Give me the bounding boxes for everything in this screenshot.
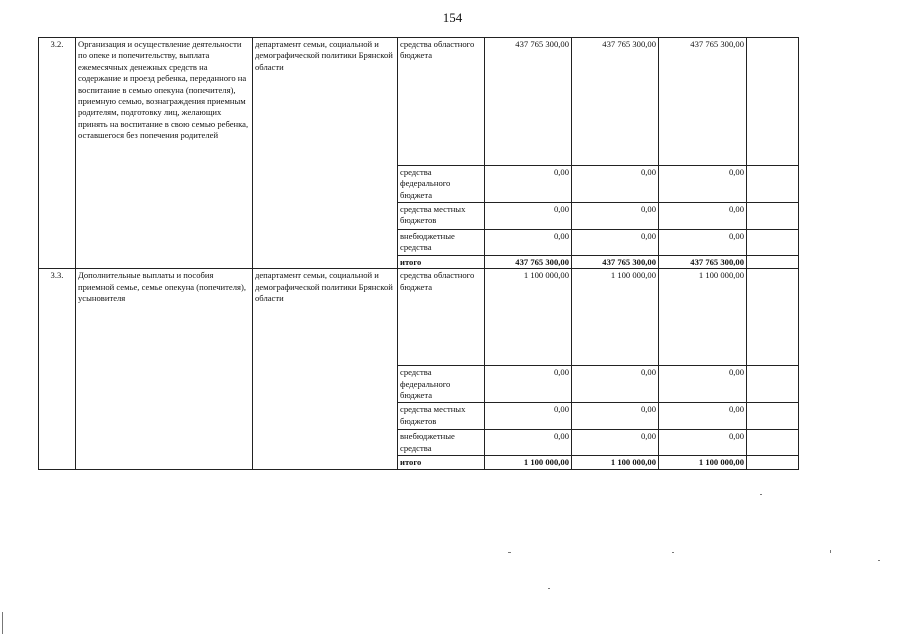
empty-cell: [747, 230, 799, 256]
scan-speck: [672, 552, 674, 553]
total-year2-cell: 1 100 000,00: [572, 456, 659, 469]
empty-cell: [747, 166, 799, 203]
amount-year2-cell: 0,00: [572, 403, 659, 430]
amount-year3-cell: 0,00: [659, 403, 747, 430]
total-year2-cell: 437 765 300,00: [572, 256, 659, 269]
source-label-cell: средства местных бюджетов: [398, 403, 485, 430]
scan-speck: [508, 552, 511, 553]
amount-year3-cell: 437 765 300,00: [659, 38, 747, 166]
page-number: 154: [442, 10, 463, 25]
source-label-cell: средства областного бюджета: [398, 269, 485, 366]
amount-year3-cell: 0,00: [659, 430, 747, 456]
scan-speck: [878, 560, 880, 561]
source-label-cell: средства областного бюджета: [398, 38, 485, 166]
empty-cell: [747, 256, 799, 269]
total-year3-cell: 1 100 000,00: [659, 456, 747, 469]
amount-year1-cell: 1 100 000,00: [485, 269, 572, 366]
empty-cell: [747, 203, 799, 230]
scan-speck: [760, 494, 762, 495]
amount-year2-cell: 0,00: [572, 430, 659, 456]
scan-speck: [830, 550, 831, 553]
table-row: [39, 38, 799, 166]
source-label-cell: средства федерального бюджета: [398, 366, 485, 403]
amount-year3-cell: 1 100 000,00: [659, 269, 747, 366]
amount-year1-cell: 0,00: [485, 230, 572, 256]
amount-year2-cell: 0,00: [572, 203, 659, 230]
amount-year2-cell: 437 765 300,00: [572, 38, 659, 166]
total-label-cell: итого: [398, 256, 485, 269]
executor-cell: департамент семьи, социальной и демографической политики Брянской области: [253, 269, 398, 469]
empty-cell: [747, 269, 799, 366]
amount-year1-cell: 0,00: [485, 366, 572, 403]
empty-cell: [747, 38, 799, 166]
row-number-cell: 3.3.: [39, 269, 76, 469]
amount-year1-cell: 0,00: [485, 403, 572, 430]
amount-year2-cell: 0,00: [572, 230, 659, 256]
amount-year3-cell: 0,00: [659, 230, 747, 256]
amount-year3-cell: 0,00: [659, 366, 747, 403]
total-label-cell: итого: [398, 456, 485, 469]
amount-year3-cell: 0,00: [659, 166, 747, 203]
source-label-cell: средства федерального бюджета: [398, 166, 485, 203]
table-row: [39, 269, 799, 366]
amount-year1-cell: 0,00: [485, 430, 572, 456]
scan-speck: [2, 612, 3, 634]
scan-speck: [548, 588, 550, 589]
source-label-cell: внебюджетные средства: [398, 430, 485, 456]
amount-year1-cell: 0,00: [485, 203, 572, 230]
empty-cell: [747, 366, 799, 403]
empty-cell: [747, 430, 799, 456]
empty-cell: [747, 456, 799, 469]
measure-name-cell: Дополнительные выплаты и пособия приемной семье, семье опекуна (попечителя), усыновителя: [76, 269, 253, 469]
amount-year3-cell: 0,00: [659, 203, 747, 230]
amount-year2-cell: 1 100 000,00: [572, 269, 659, 366]
measure-name-cell: Организация и осуществление деятельности по опеке и попечительству, выплата ежемесячных денежных средств на содержание и проезд ребенка, переданного на воспитание в семью опекуна (попечителя), приемную семью, вознаграждения приемным родителям, подготовку лиц, желающих принять на воспитание в свою семью ребенка, оставшегося без попечения родителей: [76, 38, 253, 269]
amount-year2-cell: 0,00: [572, 366, 659, 403]
total-year3-cell: 437 765 300,00: [659, 256, 747, 269]
amount-year2-cell: 0,00: [572, 166, 659, 203]
source-label-cell: средства местных бюджетов: [398, 203, 485, 230]
budget-table: [38, 37, 799, 470]
total-year1-cell: 437 765 300,00: [485, 256, 572, 269]
row-number-cell: 3.2.: [39, 38, 76, 269]
amount-year1-cell: 437 765 300,00: [485, 38, 572, 166]
source-label-cell: внебюджетные средства: [398, 230, 485, 256]
empty-cell: [747, 403, 799, 430]
amount-year1-cell: 0,00: [485, 166, 572, 203]
executor-cell: департамент семьи, социальной и демографической политики Брянской области: [253, 38, 398, 269]
total-year1-cell: 1 100 000,00: [485, 456, 572, 469]
